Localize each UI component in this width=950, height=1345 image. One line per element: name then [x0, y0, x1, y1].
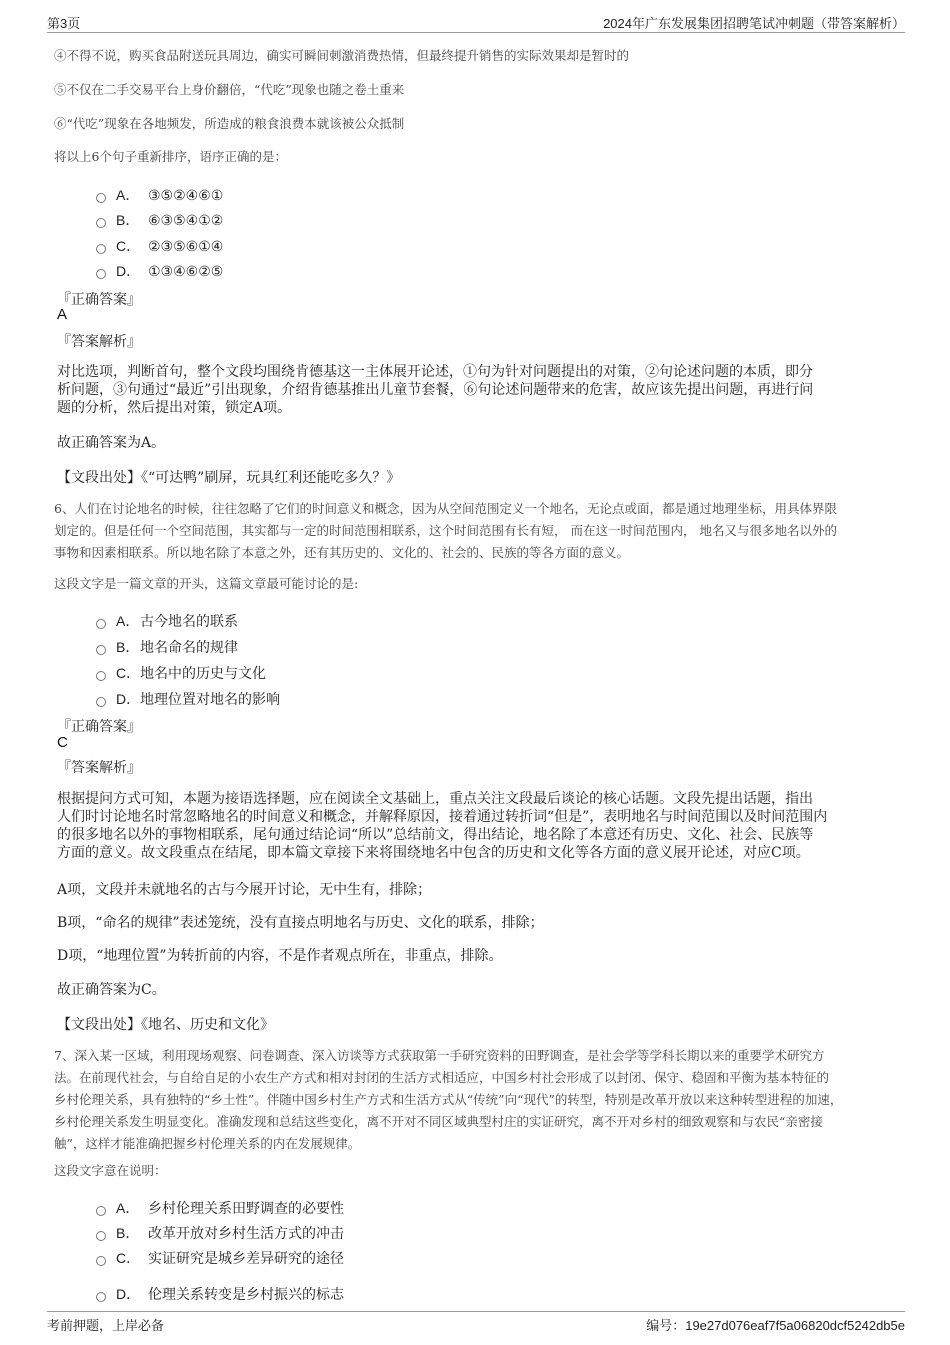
- analysis-text: [57, 790, 883, 862]
- analysis-line: 的很多地名以外的事物相联系，尾句通过结论词“所以”总结前文，得出结论，地名除了本意还有历史、文化、社会、民族等: [57, 827, 814, 843]
- option-text: 改革开放对乡村生活方式的冲击: [148, 1226, 344, 1242]
- question-stem: [54, 498, 894, 564]
- radio-icon[interactable]: [96, 244, 106, 254]
- option-text: 伦理关系转变是乡村振兴的标志: [148, 1287, 344, 1303]
- footer-divider: [47, 1311, 905, 1312]
- analysis-line: 题的分析，然后提出对策，锁定A项。: [57, 400, 292, 416]
- radio-icon[interactable]: [96, 619, 106, 629]
- option-d[interactable]: [96, 261, 223, 281]
- code-label: 编号：: [646, 1319, 686, 1334]
- option-text: 地理位置对地名的影响: [140, 692, 280, 708]
- document-code: [646, 1315, 905, 1334]
- sentence-4: ④不得不说，购买食品附送玩具周边，确实可瞬间刺激消费热情，但最终提升销售的实际效果却是暂时的: [54, 48, 630, 63]
- option-key: C．: [116, 665, 141, 681]
- source: 【文段出处】《地名、历史和文化》: [57, 1017, 274, 1033]
- option-d[interactable]: [96, 689, 280, 709]
- analysis-label: 『答案解析』: [57, 334, 141, 350]
- analysis-line: 对比选项，判断首句，整个文段均围绕肯德基这一主体展开论述，①句为针对问题提出的对策，②句论述问题的本质，即分: [57, 364, 813, 380]
- option-c[interactable]: [96, 236, 223, 256]
- option-b[interactable]: [96, 637, 238, 657]
- option-key: C．: [116, 238, 141, 254]
- option-text: ①③④⑥②⑤: [148, 264, 224, 280]
- correct-answer: C: [57, 734, 68, 751]
- option-text: 地名命名的规律: [140, 640, 238, 656]
- conclusion: 故正确答案为C。: [57, 982, 166, 998]
- option-a[interactable]: [96, 611, 238, 631]
- answer-label: 『正确答案』: [57, 292, 141, 308]
- option-text: 实证研究是城乡差异研究的途径: [148, 1251, 344, 1267]
- stem-line: 乡村伦理关系发生明显变化。准确发现和总结这些变化，离不开对不同区域典型村庄的实证研究，离不开对乡村的细致观察和与农民“亲密接: [54, 1114, 823, 1129]
- option-key: D．: [116, 263, 141, 279]
- page-number: 第3页: [47, 16, 81, 31]
- document-title: 2024年广东发展集团招聘笔试冲刺题（带答案解析）: [603, 16, 905, 31]
- analysis-label: 『答案解析』: [57, 760, 141, 776]
- option-b[interactable]: [96, 1223, 344, 1243]
- option-c[interactable]: [96, 1248, 344, 1268]
- radio-icon[interactable]: [96, 1231, 106, 1241]
- option-key: B．: [116, 212, 140, 228]
- stem-line: 划定的。但是任何一个空间范围，其实都与一定的时间范围相联系，这个时间范围有长有短， 而在这一时间范围内， 地名又与很多地名以外的: [54, 523, 837, 538]
- option-b[interactable]: [96, 210, 223, 230]
- note-a: A项，文段并未就地名的古与今展开讨论，无中生有，排除；: [57, 882, 432, 898]
- option-text: ③⑤②④⑥①: [148, 188, 224, 204]
- option-text: 地名中的历史与文化: [140, 666, 266, 682]
- radio-icon[interactable]: [96, 1206, 106, 1216]
- analysis-line: 根据提问方式可知，本题为接语选择题，应在阅读全文基础上，重点关注文段最后谈论的核心话题。文段先提出话题，指出: [57, 791, 813, 807]
- stem-line: 法。在前现代社会，与自给自足的小农生产方式和相对封闭的生活方式相适应，中国乡村社会形成了以封闭、保守、稳固和平衡为基本特征的: [54, 1070, 830, 1085]
- answer-label: 『正确答案』: [57, 719, 141, 735]
- radio-icon[interactable]: [96, 697, 106, 707]
- option-text: ②③⑤⑥①④: [148, 239, 224, 255]
- analysis-text: [57, 363, 883, 417]
- option-key: C．: [116, 1250, 141, 1266]
- option-d[interactable]: [96, 1284, 344, 1304]
- note-d: D项，“地理位置”为转折前的内容，不是作者观点所在，非重点，排除。: [57, 948, 503, 964]
- correct-answer: A: [57, 306, 68, 323]
- option-text: 古今地名的联系: [140, 614, 238, 630]
- option-a[interactable]: [96, 1198, 344, 1218]
- option-key: B．: [116, 1225, 140, 1241]
- conclusion: 故正确答案为A。: [57, 435, 166, 451]
- question-prompt: 这段文字是一篇文章的开头，这篇文章最可能讨论的是:: [54, 576, 359, 591]
- note-b: B项，“命名的规律”表述笼统，没有直接点明地名与历史、文化的联系，排除；: [57, 915, 544, 931]
- analysis-line: 析问题，③句通过“最近”引出现象，介绍肯德基推出儿童节套餐，⑥句论述问题带来的危害，故应该先提出问题，再进行问: [57, 382, 814, 398]
- option-a[interactable]: [96, 185, 223, 205]
- radio-icon[interactable]: [96, 193, 106, 203]
- radio-icon[interactable]: [96, 671, 106, 681]
- option-key: A．: [116, 613, 140, 629]
- question-stem: [54, 1045, 894, 1155]
- option-text: ⑥③⑤④①②: [148, 213, 224, 229]
- radio-icon[interactable]: [96, 269, 106, 279]
- stem-line: 事物和因素相联系。所以地名除了本意之外，还有其历史的、文化的、社会的、民族的等各方面的意义。: [54, 545, 630, 560]
- radio-icon[interactable]: [96, 645, 106, 655]
- option-key: A．: [116, 1200, 140, 1216]
- option-c[interactable]: [96, 663, 266, 683]
- option-key: B．: [116, 639, 140, 655]
- option-key: D．: [116, 691, 141, 707]
- option-key: D．: [116, 1286, 141, 1302]
- stem-line: 6、人们在讨论地名的时候，往往忽略了它们的时间意义和概念，因为从空间范围定义一个地名，无论点或面，都是通过地理坐标，用具体界限: [54, 501, 837, 516]
- analysis-line: 方面的意义。故文段重点在结尾，即本篇文章接下来将围绕地名中包含的历史和文化等各方面的意义展开论述，对应C项。: [57, 845, 810, 861]
- stem-line: 7、深入某一区域，利用现场观察、问卷调查、深入访谈等方式获取第一手研究资料的田野调查，是社会学等学科长期以来的重要学术研究方: [54, 1048, 825, 1063]
- header-divider: [47, 32, 905, 33]
- sentence-6: ⑥“代吃”现象在各地频发，所造成的粮食浪费本就该被公众抵制: [54, 116, 405, 131]
- stem-line: 触”，这样才能准确把握乡村伦理关系的内在发展规律。: [54, 1136, 361, 1151]
- source: 【文段出处】《“可达鸭”刷屏，玩具红利还能吃多久？》: [57, 470, 401, 486]
- radio-icon[interactable]: [96, 1292, 106, 1302]
- question-prompt: 这段文字意在说明：: [54, 1163, 167, 1178]
- radio-icon[interactable]: [96, 1256, 106, 1266]
- sentence-5: ⑤不仅在二手交易平台上身价翻倍，“代吃”现象也随之卷土重来: [54, 82, 405, 97]
- stem-line: 乡村伦理关系，具有独特的“乡土性”。伴随中国乡村生产方式和生活方式从“传统”向“现代”的转型，特别是改革开放以来这种转型进程的加速，: [54, 1092, 843, 1107]
- option-key: A．: [116, 187, 140, 203]
- analysis-line: 人们时讨论地名时常忽略地名的时间意义和概念，并解释原因，接着通过转折词“但是”，表明地名与时间范围以及时间范围内: [57, 809, 828, 825]
- question-prompt: 将以上6个句子重新排序，语序正确的是：: [54, 149, 287, 164]
- option-text: 乡村伦理关系田野调查的必要性: [148, 1201, 344, 1217]
- footer-slogan: 考前押题，上岸必备: [47, 1319, 165, 1334]
- code-value: 19e27d076eaf7f5a06820dcf5242db5e: [685, 1318, 905, 1333]
- radio-icon[interactable]: [96, 218, 106, 228]
